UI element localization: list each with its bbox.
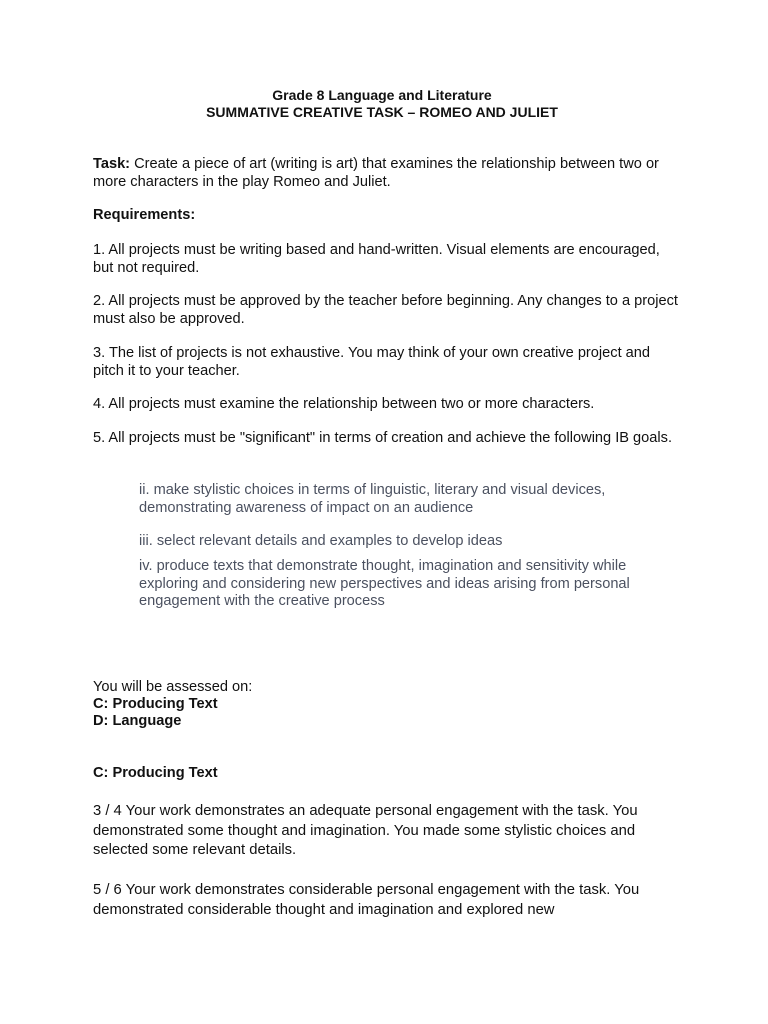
task-label: Task: — [93, 156, 131, 172]
requirement-item: 3. The list of projects is not exhaustive. You may think of your own creative project and pitch it to your teacher. — [93, 345, 651, 379]
assessment-criterion-d — [93, 713, 683, 731]
criterion-band: 3 / 4 Your work demonstrates an adequate personal engagement with the task. You demonstrated some thought and imagination. You made some stylistic choices and selected some relevant details. — [93, 803, 638, 858]
requirement-item: 2. All projects must be approved by the teacher before beginning. Any changes to a project must also be approved. — [93, 293, 678, 327]
assessment-criterion-d-text: D: Language — [93, 713, 182, 729]
assessment-intro: You will be assessed on: — [93, 679, 253, 695]
task-text: Create a piece of art (writing is art) that examines the relationship between two or more characters in the play Romeo and Juliet. — [93, 156, 659, 190]
document-title: Grade 8 Language and Literature — [272, 87, 492, 103]
requirement-item: 4. All projects must examine the relationship between two or more characters. — [93, 396, 595, 412]
task-paragraph — [93, 156, 683, 191]
assessment-criterion-c-text: C: Producing Text — [93, 696, 218, 712]
requirement-item: 1. All projects must be writing based and hand-written. Visual elements are encouraged, but not required. — [93, 242, 660, 276]
ib-goal-item: iv. produce texts that demonstrate thought, imagination and sensitivity while exploring and considering new perspectives and ideas arising from personal engagement with the creative process — [139, 558, 630, 609]
requirement-item: 5. All projects must be "significant" in terms of creation and achieve the following IB goals. — [93, 430, 673, 446]
criterion-c-heading-text: C: Producing Text — [93, 765, 218, 781]
ib-goal-item: iii. select relevant details and examples to develop ideas — [139, 533, 503, 549]
assessment-criterion-c — [93, 696, 683, 714]
ib-goal-item: ii. make stylistic choices in terms of linguistic, literary and visual devices, demonstrating awareness of impact on an audience — [139, 482, 606, 516]
criterion-c-heading — [93, 765, 683, 783]
requirements-heading — [93, 207, 683, 225]
requirements-heading-text: Requirements: — [93, 207, 196, 223]
document-subtitle: SUMMATIVE CREATIVE TASK – ROMEO AND JULIET — [206, 104, 558, 120]
criterion-band: 5 / 6 Your work demonstrates considerable personal engagement with the task. You demonstrated considerable thought and imagination and explored new — [93, 882, 640, 918]
